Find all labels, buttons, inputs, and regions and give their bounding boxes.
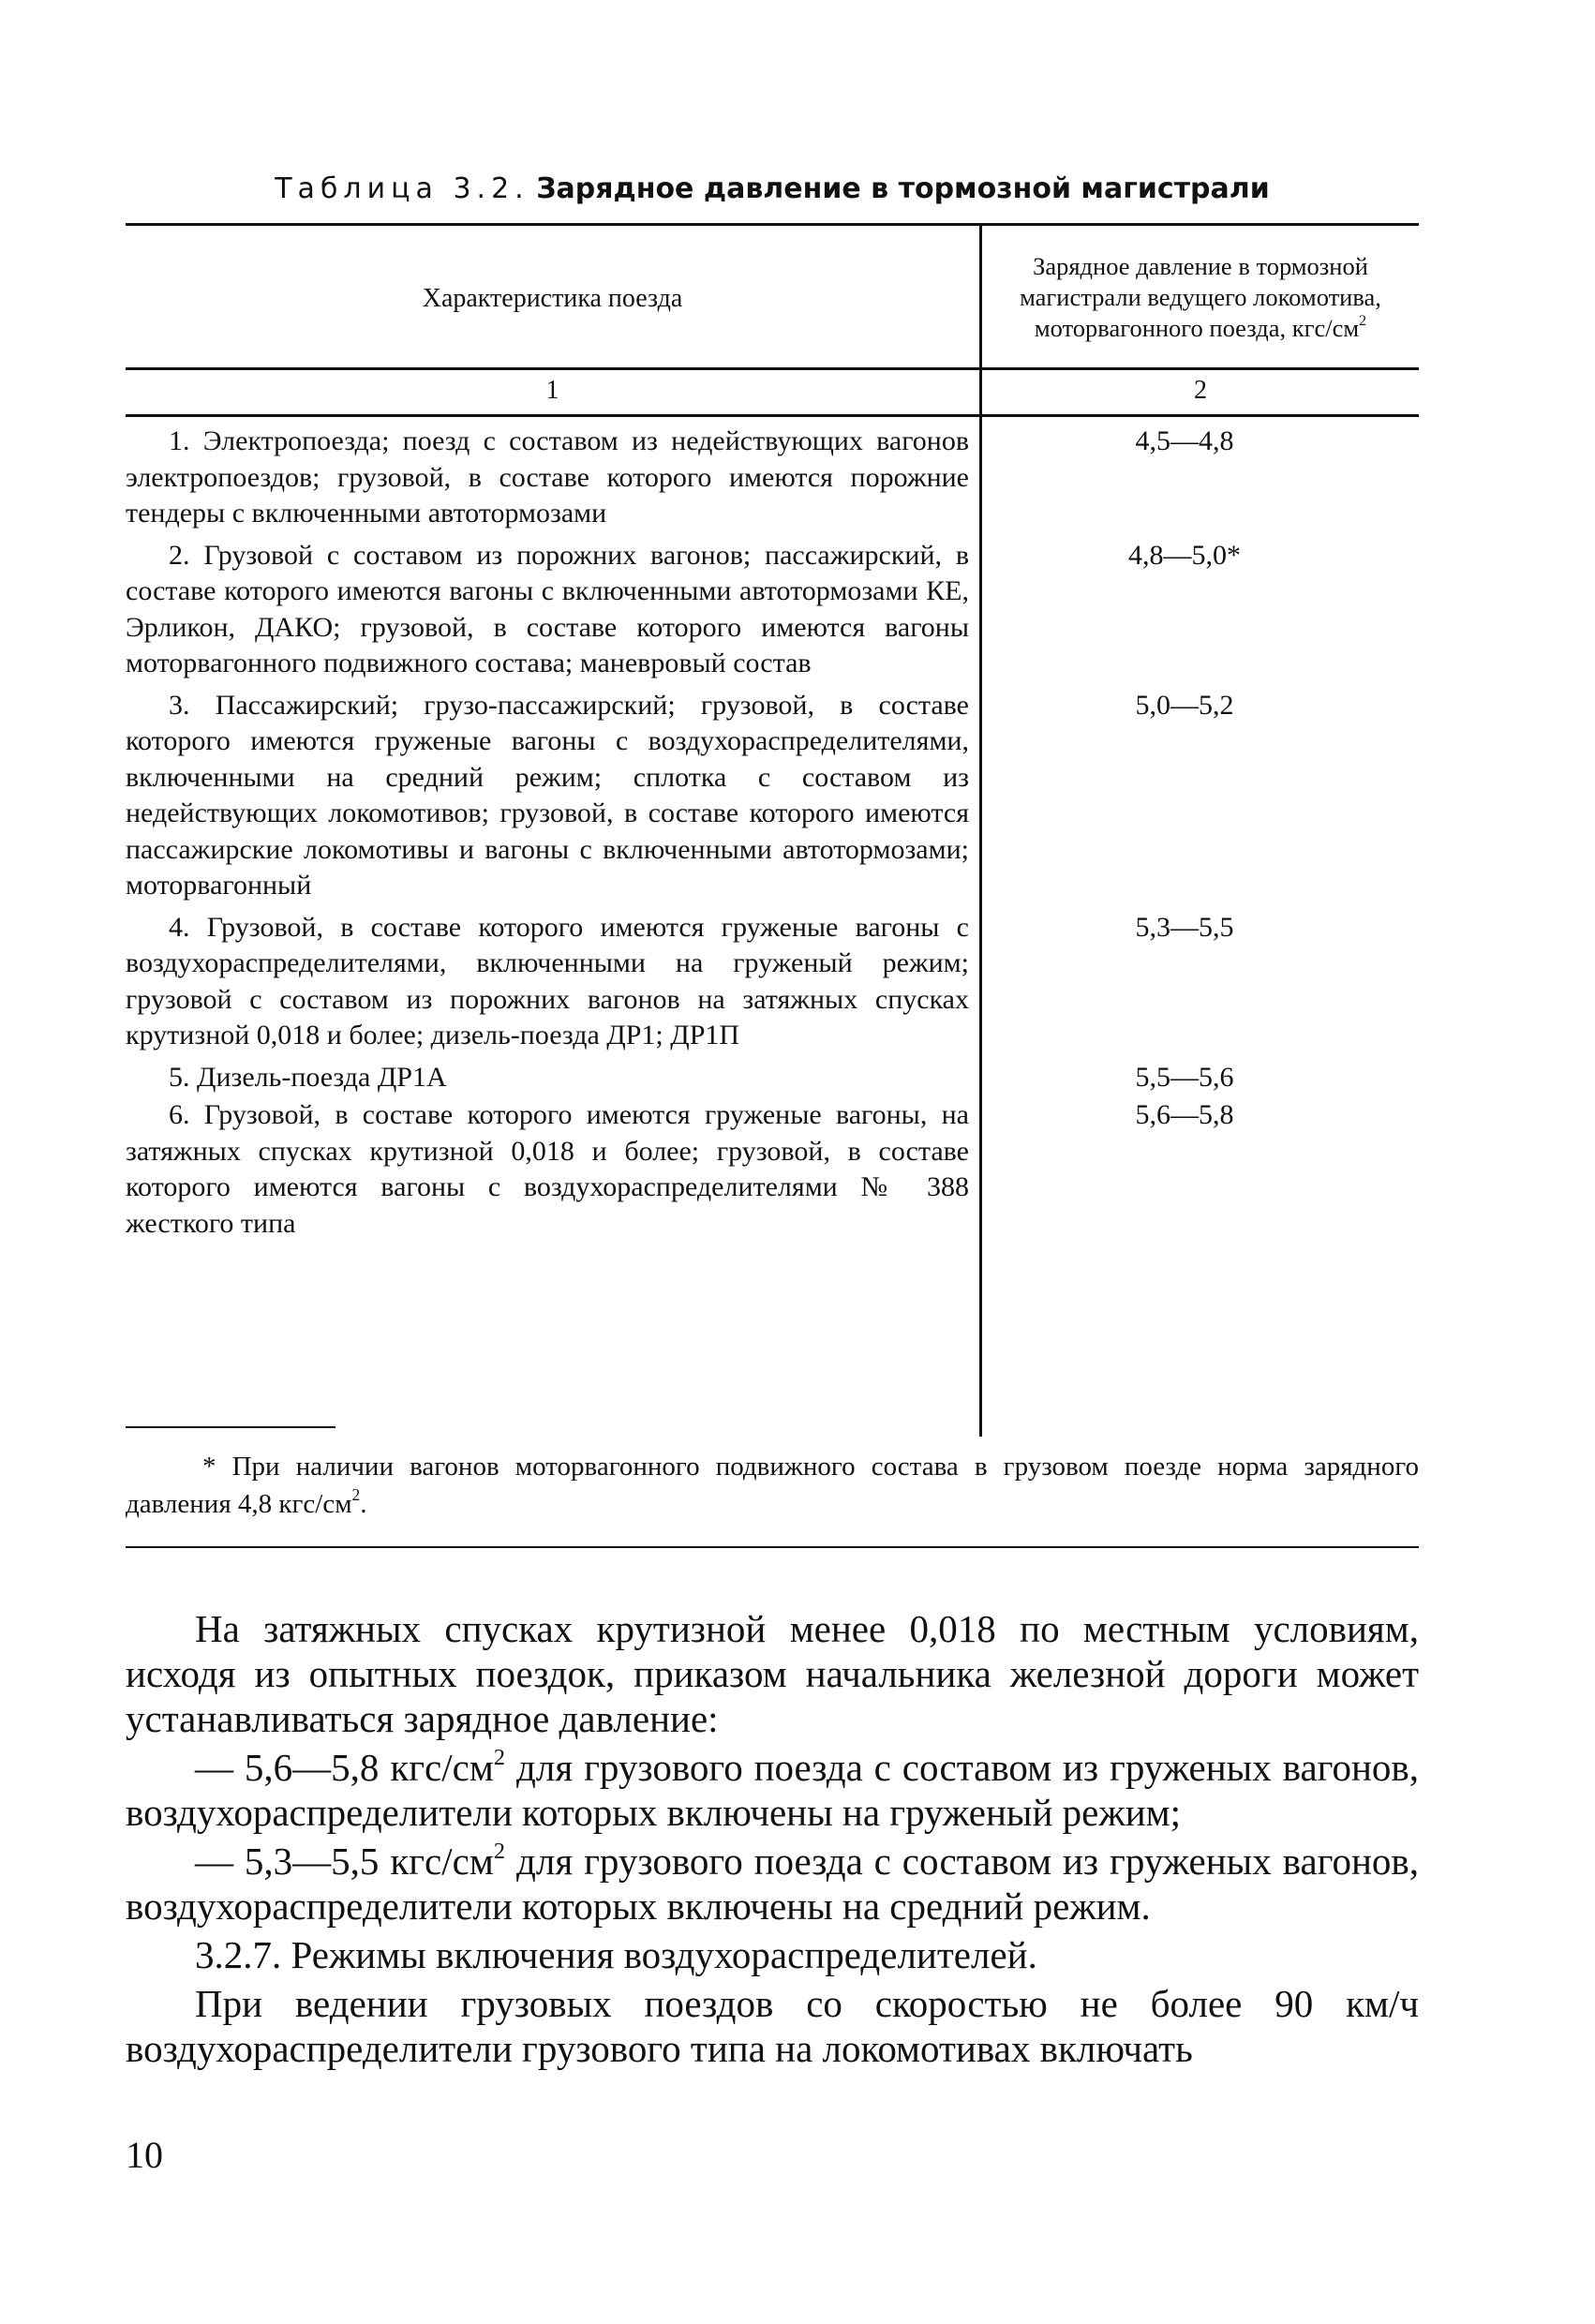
list-item-start: — 5,3—5,5 кгс/см	[195, 1840, 494, 1883]
table-caption-label: Таблица 3.2.	[275, 172, 529, 205]
paragraph: На затяжных спусках крутизной менее 0,018 по местным условиям, исходя из опытных поездок, приказом начальника железной дороги может устанавливаться зарядное давление:	[126, 1607, 1419, 1740]
footnote-separator	[126, 1426, 335, 1428]
header-col1	[126, 232, 979, 365]
header-col1-text: Характеристика поезда	[422, 284, 683, 313]
footnote-sup: 2	[351, 1485, 361, 1505]
table-row	[126, 910, 1419, 1054]
row-pressure: 4,5—4,8	[1135, 425, 1234, 456]
row-pressure: 5,0—5,2	[1135, 689, 1234, 721]
column-number-1: 1	[545, 376, 559, 405]
section-heading: 3.2.7. Режимы включения воздухораспределителей.	[195, 1933, 1037, 1976]
table-caption	[126, 172, 1419, 205]
row-description: 2. Грузовой с составом из порожних вагонов; пассажирский, в составе которого имеются вагоны с включенными автотормозами КЕ, Эрликон, ДАКО; грузовой, в составе которого имеются вагоны моторвагонного подвижного состава; маневровый состав	[126, 539, 969, 678]
row-description: 4. Грузовой, в составе которого имеются груженые вагоны с воздухораспределителями, включенными на груженый режим; грузовой с составом из порожних вагонов на затяжных спусках крутизной 0,018 и более; дизель-поезда ДР1; ДР1П	[126, 911, 969, 1050]
table-body	[126, 424, 1419, 1247]
paragraph: При ведении грузовых поездов со скоростью не более 90 км/ч воздухораспределители грузового типа на локомотивах включать	[126, 1982, 1419, 2070]
row-description: 3. Пассажирский; грузо-пассажирский; грузовой, в составе которого имеются груженые вагоны с воздухораспределителями, включенными на средний режим; сплотка с составом из недействующих локомотивов; грузовой, в составе которого имеются пассажирские локомотивы и вагоны с включенными автотормозами; моторвагонный	[126, 689, 969, 901]
footnote-end: .	[360, 1489, 367, 1519]
row-pressure: 4,8—5,0*	[1128, 539, 1241, 571]
footnote-text: * При наличии вагонов моторвагонного подвижного состава в грузовом поезде норма зарядного давления 4,8 кгс/см	[126, 1452, 1419, 1519]
table-row	[126, 1060, 1419, 1096]
table-caption-text: Зарядное давление в тормозной магистрали	[536, 172, 1270, 205]
table-row	[126, 1097, 1419, 1242]
header-col2-sup: 2	[1359, 312, 1367, 329]
page-number: 10	[126, 2134, 163, 2176]
table-row	[126, 538, 1419, 682]
list-item	[126, 1839, 1419, 1929]
row-pressure: 5,3—5,5	[1135, 911, 1234, 943]
table-bottom-rule	[126, 1546, 1419, 1548]
table-footnote	[126, 1448, 1419, 1523]
list-item	[126, 1745, 1419, 1835]
table-row	[126, 424, 1419, 532]
row-pressure: 5,6—5,8	[1135, 1099, 1234, 1130]
list-item-rest: для грузового поезда с составом из груженых вагонов, воздухораспределители которых включены на средний режим.	[126, 1840, 1419, 1928]
body-text	[126, 1606, 1419, 2071]
list-item-sup: 2	[493, 1745, 506, 1771]
header-col2	[982, 227, 1419, 367]
row-pressure: 5,5—5,6	[1135, 1061, 1234, 1093]
column-numbers-rule	[126, 414, 1419, 417]
list-item-sup: 2	[493, 1839, 506, 1865]
row-description: 5. Дизель-поезда ДР1А	[169, 1061, 447, 1093]
list-item-start: — 5,6—5,8 кгс/см	[195, 1746, 494, 1789]
table-row	[126, 688, 1419, 904]
column-number-2: 2	[1194, 376, 1207, 405]
row-description: 1. Электропоезда; поезд с составом из недействующих вагонов электропоездов; грузовой, в составе которого имеются порожние тендеры с включенными автотормозами	[126, 425, 969, 529]
row-description: 6. Грузовой, в составе которого имеются груженые вагоны, на затяжных спусках крутизной 0,018 и более; грузовой, в составе которого имеются вагоны с воздухораспределителями № 388 жесткого типа	[126, 1099, 969, 1239]
list-item-rest: для грузового поезда с составом из груженых вагонов, воздухораспределители которых включены на груженый режим;	[126, 1746, 1419, 1834]
table-top-rule	[126, 223, 1419, 226]
header-col2-text: Зарядное давление в тормозной магистрали ведущего локомотива, моторвагонного поезда, кгс/см	[1020, 251, 1381, 342]
